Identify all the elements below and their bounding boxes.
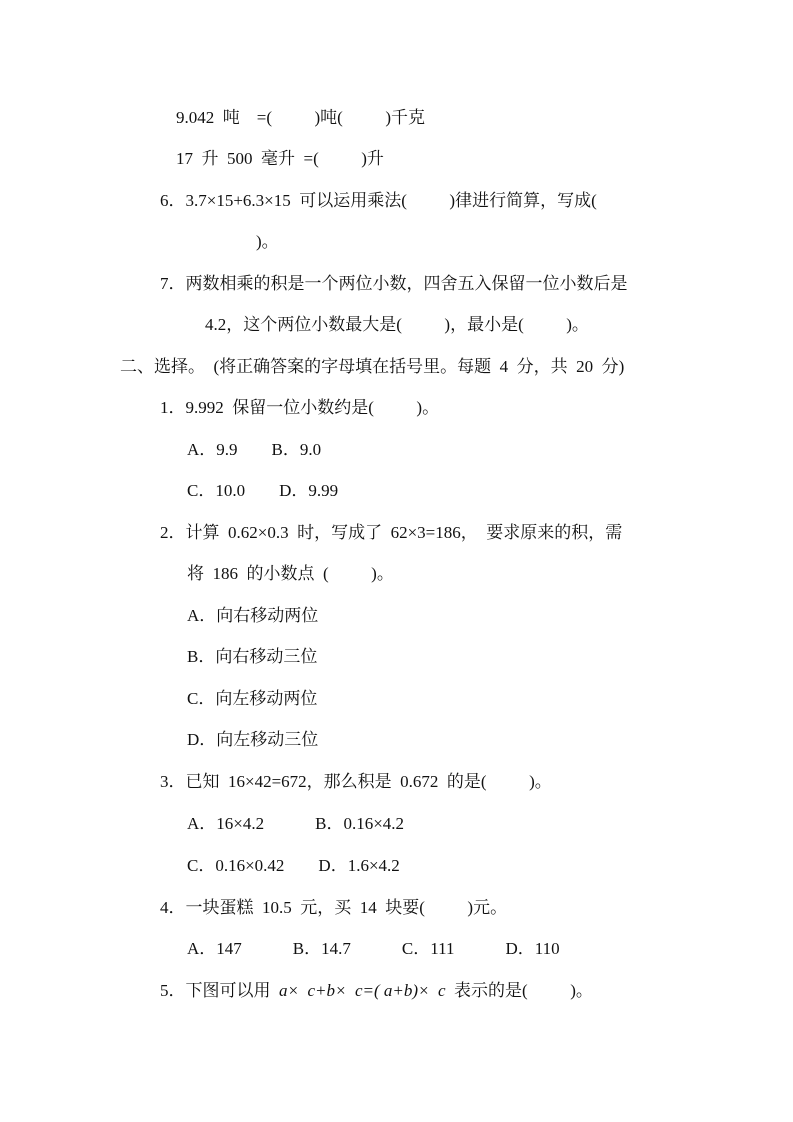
choice-4-options: A．147 B．14.7 C．111 D．110 xyxy=(187,939,560,958)
choice-1-options-cd: C．10.0 D．9.99 xyxy=(187,481,339,500)
choice-5-prefix: 5．下图可以用 xyxy=(160,981,279,1000)
question-7-line2: 4.2，这个两位小数最大是( )，最小是( )。 xyxy=(205,315,589,334)
unit-conversion-tons: 9.042 吨 =( )吨( )千克 xyxy=(176,108,425,127)
choice-5-formula: a× c+b× c=( a+b)× c xyxy=(279,981,446,1000)
choice-2-stem-line2: 将 186 的小数点 ( )。 xyxy=(187,564,394,583)
unit-conversion-liters: 17 升 500 毫升 =( )升 xyxy=(176,149,384,168)
choice-1-stem: 1．9.992 保留一位小数约是( )。 xyxy=(160,398,440,417)
choice-2-option-a: A．向右移动两位 xyxy=(187,606,319,625)
question-6-line2: )。 xyxy=(256,232,279,251)
choice-2-option-d: D．向左移动三位 xyxy=(187,730,319,749)
choice-3-options-cd: C．0.16×0.42 D．1.6×4.2 xyxy=(187,856,400,875)
choice-3-stem: 3．已知 16×42=672，那么积是 0.672 的是( )。 xyxy=(160,772,552,791)
choice-2-option-c: C．向左移动两位 xyxy=(187,689,318,708)
choice-2-option-b: B．向右移动三位 xyxy=(187,647,318,666)
question-7-line1: 7．两数相乘的积是一个两位小数，四舍五入保留一位小数后是 xyxy=(160,274,628,293)
choice-5-suffix: 表示的是( )。 xyxy=(445,981,593,1000)
question-6-line1: 6．3.7×15+6.3×15 可以运用乘法( )律进行简算，写成( xyxy=(160,191,597,210)
choice-4-stem: 4．一块蛋糕 10.5 元，买 14 块要( )元。 xyxy=(160,898,508,917)
choice-2-stem-line1: 2．计算 0.62×0.3 时，写成了 62×3=186， 要求原来的积，需 xyxy=(160,523,623,542)
section-2-heading: 二、选择。 (将正确答案的字母填在括号里。每题 4 分，共 20 分) xyxy=(120,357,625,376)
choice-5-stem xyxy=(160,980,593,1002)
choice-1-options-ab: A．9.9 B．9.0 xyxy=(187,440,322,459)
choice-3-options-ab: A．16×4.2 B．0.16×4.2 xyxy=(187,814,405,833)
